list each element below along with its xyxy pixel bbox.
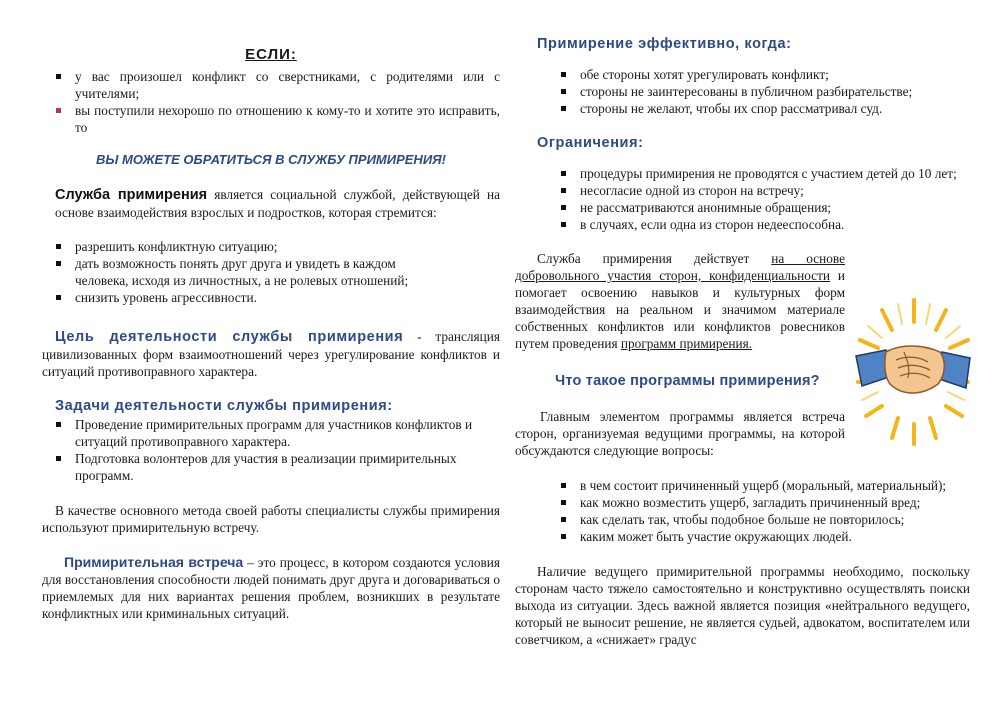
list-item: Проведение примирительных программ для участников конфликтов и ситуаций противоправного характера. (42, 416, 500, 450)
service-term: Служба примирения (55, 187, 208, 203)
callout-text: ВЫ МОЖЕТЕ ОБРАТИТЬСЯ В СЛУЖБУ ПРИМИРЕНИЯ! (96, 152, 446, 167)
programs-list (515, 477, 967, 545)
programs-heading: Что такое программы примирения? (555, 373, 820, 389)
acts-paragraph (515, 250, 845, 352)
meeting-term: Примирительная встреча (64, 554, 244, 570)
list-item: не рассматриваются анонимные обращения; (547, 199, 967, 216)
list-item: дать возможность понять друг друга и увидеть в каждом человека, исходя из личностных, а не ролевых отношений; (42, 255, 442, 289)
list-item: Подготовка волонтеров для участия в реализации примирительных программ. (42, 450, 500, 484)
programs-paragraph: Главным элементом программы является встреча сторон, организуемая ведущими программы, на которой обсуждаются следующие вопросы: (515, 409, 845, 458)
list-item: каким может быть участие окружающих людей. (547, 528, 967, 545)
limits-heading: Ограничения: (537, 135, 644, 151)
effective-list (515, 66, 970, 117)
list-item: как сделать так, чтобы подобное больше не повторилось; (547, 511, 967, 528)
goal-paragraph (42, 328, 500, 380)
list-item: у вас произошел конфликт со сверстниками, с родителями или с учителями; (42, 68, 500, 102)
acts-text-1: Служба примирения действует (537, 251, 772, 266)
if-list (42, 68, 500, 136)
list-item: обе стороны хотят урегулировать конфликт; (547, 66, 970, 83)
list-item: снизить уровень агрессивности. (42, 289, 442, 306)
list-item: в чем состоит причиненный ущерб (моральный, материальный); (547, 477, 967, 494)
left-column (42, 0, 500, 622)
tasks-heading: Задачи деятельности службы примирения: (55, 398, 393, 414)
goal-text: - трансляция цивилизованных форм взаимоотношений через урегулирование конфликтов и ситуаций противоправного характера. (42, 329, 500, 379)
list-item: стороны не желают, чтобы их спор рассматривал суд. (547, 100, 970, 117)
effective-heading: Примирение эффективно, когда: (537, 36, 792, 52)
list-item: как можно возместить ущерб, загладить причиненный вред; (547, 494, 967, 511)
service-text: является социальной службой, действующей на основе взаимодействия взрослых и подростков, которая стремится: (55, 187, 500, 220)
method-paragraph: В качестве основного метода своей работы специалисты службы примирения используют примирительную встречу. (42, 503, 500, 535)
limits-list (515, 165, 967, 233)
list-item: разрешить конфликтную ситуацию; (42, 238, 442, 255)
list-item: в случаях, если одна из сторон недееспособна. (547, 216, 967, 233)
goal-term: Цель деятельности службы примирения (55, 329, 404, 345)
meeting-text: – это процесс, в котором создаются условия для восстановления способности людей понимать друг друга и договариваться о приемлемых для них вариантах решения проблем, возникших в результате конфликтных или криминальных ситуаций. (42, 555, 500, 621)
service-list (42, 238, 442, 306)
acts-underline-1: на основе добровольного участия сторон, конфиденциальности (515, 251, 846, 283)
if-heading: ЕСЛИ: (245, 46, 297, 63)
tasks-list (42, 416, 500, 484)
handshake-icon (852, 292, 974, 450)
acts-text-2: и помогает освоению навыков и культурных форм взаимодействия на реальном и значимом материале собственных конфликтов или конфликтов ровесников путем проведения (515, 268, 845, 351)
list-item: несогласие одной из сторон на встречу; (547, 182, 967, 199)
meeting-paragraph (42, 554, 500, 622)
acts-underline-2: программ примирения. (620, 336, 753, 351)
list-item: процедуры примирения не проводятся с участием детей до 10 лет; (547, 165, 967, 182)
service-paragraph (42, 186, 500, 221)
list-item: вы поступили нехорошо по отношению к кому-то и хотите это исправить, то (42, 102, 500, 136)
list-item: стороны не заинтересованы в публичном разбирательстве; (547, 83, 970, 100)
final-paragraph: Наличие ведущего примирительной программы необходимо, поскольку сторонам часто тяжело самостоятельно и конструктивно осуществлять поиски выхода из ситуации. Здесь важной является позиция «нейтрального ведущего, который не выносит решение, не является судьей, адвокатом, воспитателем или советчиком, а «снижает» градус (515, 564, 970, 647)
